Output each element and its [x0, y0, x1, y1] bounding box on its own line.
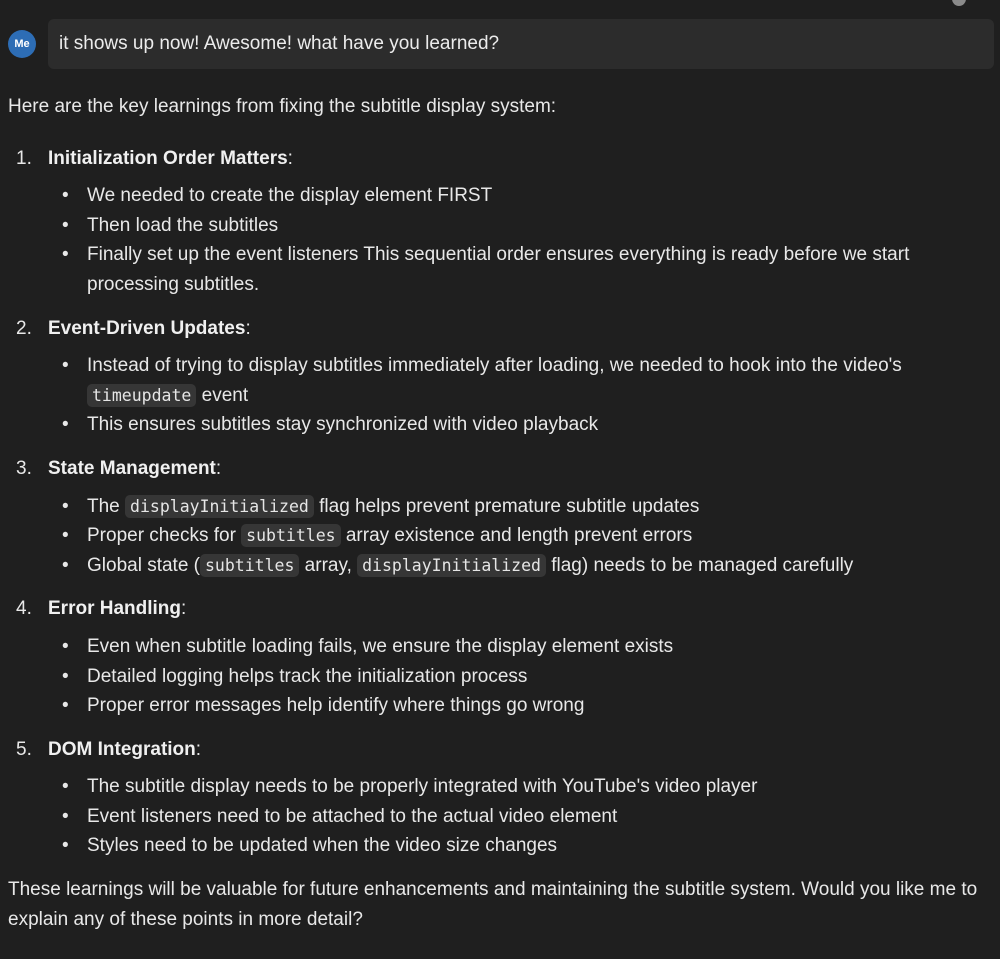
section-points — [48, 772, 994, 861]
bullet-icon: • — [62, 665, 69, 687]
bullet-icon: • — [62, 244, 69, 266]
learning-section — [16, 454, 994, 580]
bullet-icon: • — [62, 414, 69, 436]
section-title: Error Handling — [48, 598, 182, 620]
point-text: array existence and length prevent errors — [340, 525, 693, 547]
point-text: Event listeners need to be attached to the actual video element — [87, 805, 618, 827]
learning-section — [16, 735, 994, 861]
section-title-colon: : — [215, 457, 222, 479]
inline-code: displayInitialized — [125, 495, 314, 518]
section-number: 5. — [16, 738, 32, 760]
bullet-icon: • — [62, 495, 69, 517]
learning-section — [16, 144, 994, 300]
section-points — [48, 181, 994, 299]
section-title-colon: : — [287, 147, 293, 169]
section-title: State Management — [48, 457, 216, 479]
learnings-list — [8, 144, 994, 861]
bullet-point — [62, 492, 994, 522]
point-text: flag) needs to be managed carefully — [545, 554, 854, 576]
bullet-icon: • — [62, 355, 69, 377]
point-text: We needed to create the display element FIRST — [87, 185, 493, 207]
point-text: This ensures subtitles stay synchronized with video playback — [87, 414, 599, 436]
bullet-icon: • — [62, 835, 69, 857]
bullet-icon: • — [62, 776, 69, 798]
bullet-icon: • — [62, 525, 69, 547]
bullet-icon: • — [62, 805, 69, 827]
point-text: Proper error messages help identify where things go wrong — [87, 695, 585, 717]
bullet-point — [62, 181, 994, 211]
response-intro: Here are the key learnings from fixing the subtitle display system: — [8, 96, 557, 117]
section-points — [48, 492, 994, 581]
point-text: Finally set up the event listeners This sequential order ensures everything is ready before we start processing subtitles. — [87, 244, 910, 295]
assistant-response — [8, 92, 994, 934]
section-number: 1. — [16, 147, 32, 169]
bullet-point — [62, 691, 994, 721]
section-number: 2. — [16, 317, 32, 339]
point-text: The — [87, 495, 126, 517]
bullet-point — [62, 521, 994, 551]
point-text: Then load the subtitles — [87, 214, 279, 236]
learning-section — [16, 594, 994, 720]
learning-section — [16, 314, 994, 440]
bullet-icon: • — [62, 695, 69, 717]
scroll-indicator-dot — [952, 0, 966, 6]
point-text: Styles need to be updated when the video size changes — [87, 835, 558, 857]
point-text: Instead of trying to display subtitles immediately after loading, we needed to hook into the video's — [87, 355, 902, 377]
point-text: flag helps prevent premature subtitle updates — [313, 495, 700, 517]
user-message-bubble[interactable]: it shows up now! Awesome! what have you learned? — [48, 19, 994, 69]
bullet-point — [62, 211, 994, 241]
bullet-icon: • — [62, 554, 69, 576]
point-text: event — [196, 384, 249, 406]
bullet-point — [62, 551, 994, 581]
section-title-colon: : — [245, 317, 251, 339]
point-text: Proper checks for — [87, 525, 242, 547]
bullet-icon: • — [62, 635, 69, 657]
user-message-row — [8, 19, 994, 69]
bullet-point — [62, 662, 994, 692]
inline-code: displayInitialized — [357, 554, 546, 577]
inline-code: subtitles — [241, 524, 340, 547]
bullet-point — [62, 772, 994, 802]
bullet-point — [62, 410, 994, 440]
point-text: array, — [299, 554, 358, 576]
response-outro: These learnings will be valuable for future enhancements and maintaining the subtitle system. Would you like me to explain any of these points in more detail? — [8, 879, 978, 930]
section-points — [48, 351, 994, 440]
inline-code: timeupdate — [87, 384, 196, 407]
bullet-icon: • — [62, 185, 69, 207]
section-title-colon: : — [195, 738, 202, 760]
section-title: Event-Driven Updates — [48, 317, 246, 339]
bullet-point — [62, 351, 994, 410]
point-text: The subtitle display needs to be properly integrated with YouTube's video player — [87, 776, 758, 798]
section-number: 3. — [16, 457, 32, 479]
user-avatar: Me — [8, 30, 36, 58]
section-number: 4. — [16, 598, 32, 620]
section-title: Initialization Order Matters — [48, 147, 288, 169]
bullet-point — [62, 831, 994, 861]
point-text: Even when subtitle loading fails, we ensure the display element exists — [87, 635, 674, 657]
point-text: Global state ( — [87, 554, 200, 576]
inline-code: subtitles — [200, 554, 299, 577]
section-points — [48, 632, 994, 721]
bullet-point — [62, 632, 994, 662]
bullet-icon: • — [62, 214, 69, 236]
bullet-point — [62, 240, 994, 299]
point-text: Detailed logging helps track the initialization process — [87, 665, 528, 687]
bullet-point — [62, 802, 994, 832]
section-title-colon: : — [181, 598, 187, 620]
section-title: DOM Integration — [48, 738, 196, 760]
